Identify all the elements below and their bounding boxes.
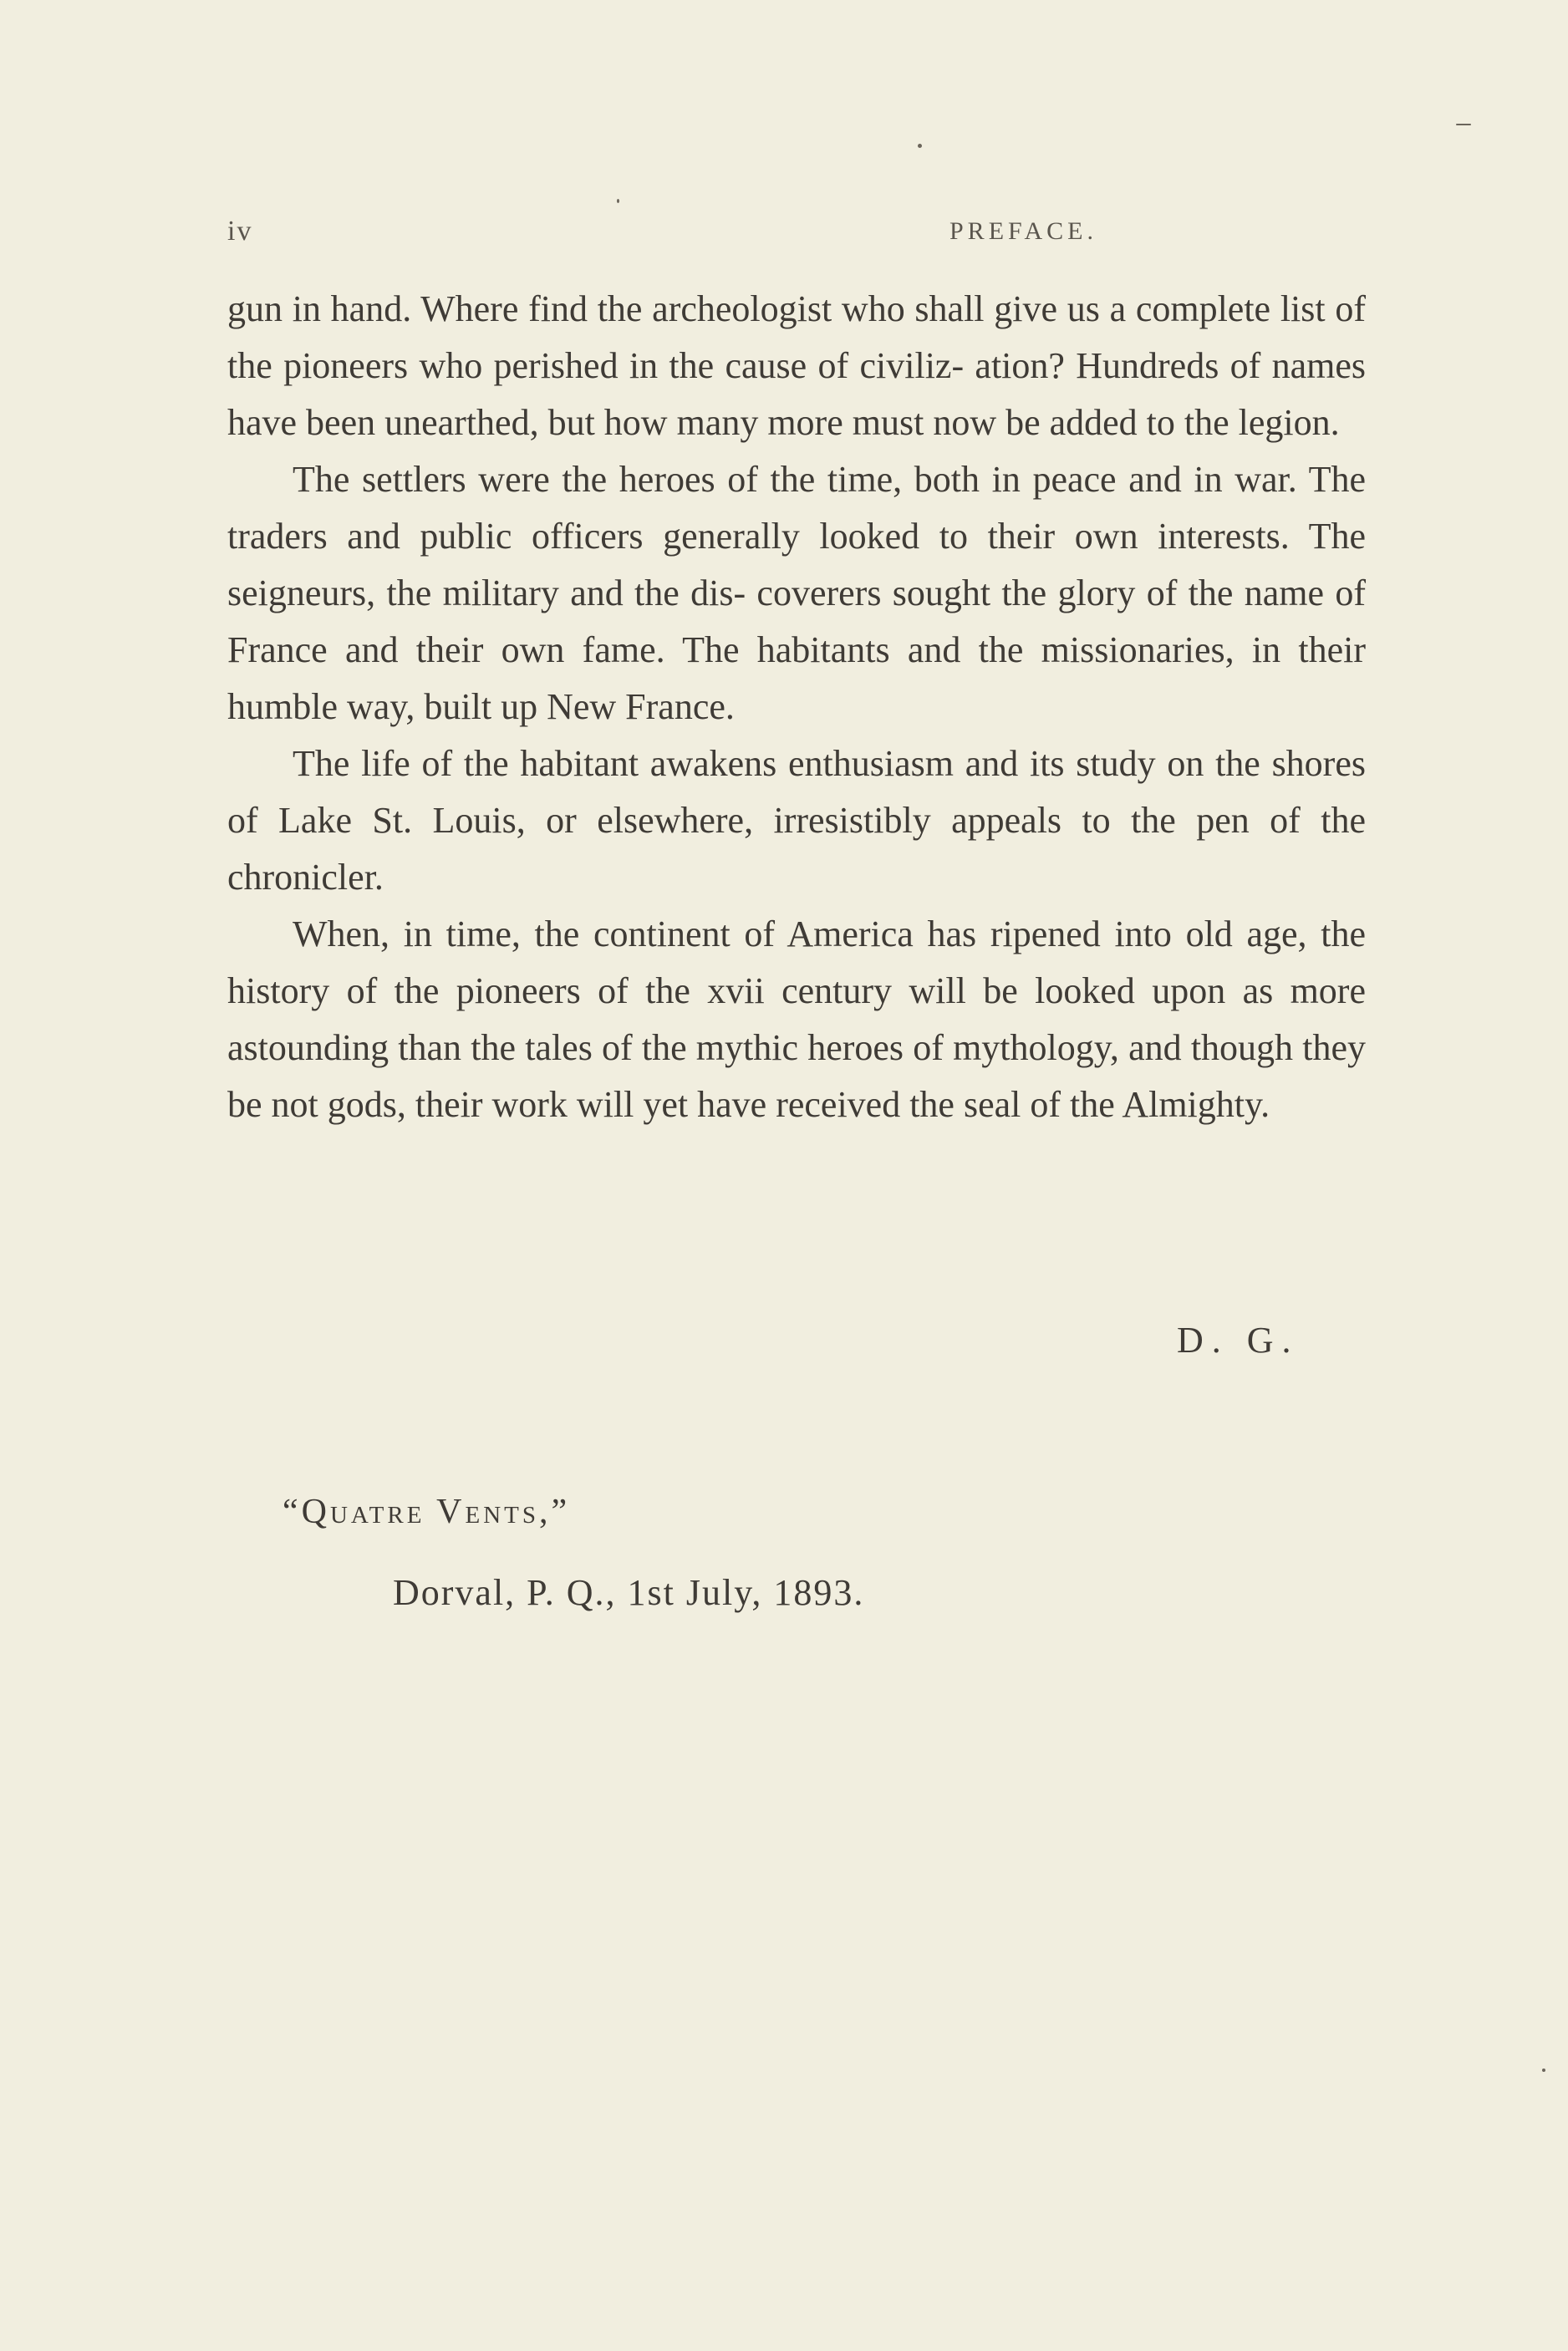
place-name: “Quatre Vents,” [283, 1493, 571, 1531]
running-title: PREFACE. [949, 217, 1097, 245]
author-initials: D. G. [1177, 1320, 1300, 1361]
paper-speck [1456, 124, 1471, 125]
running-head [227, 216, 1364, 249]
paper-speck [1542, 2069, 1545, 2072]
paragraph-4: When, in time, the continent of America has ripened into old age, the history of the pioneers of the xvii century will be looked upon as more astounding than the tales of the mythic heroes of mythology, and though they be not gods, their work will yet have received the seal of the Almighty. [227, 913, 1366, 1125]
paragraph-3: The life of the habitant awakens enthusiasm and its study on the shores of Lake St. Louis, or elsewhere, irresistibly appeals to the pen of the chronicler. [227, 743, 1366, 898]
preface-body [227, 281, 1366, 1133]
paper-speck [617, 199, 619, 203]
place-and-date: Dorval, P. Q., 1st July, 1893. [393, 1572, 865, 1613]
paragraph-1: gun in hand. Where find the archeologist who shall give us a complete list of the pioneers who perished in the cause of civiliz- ation? Hundreds of names have been unearthed, but how many more must now be added to the legion. [227, 288, 1366, 443]
paragraph-2: The settlers were the heroes of the time, both in peace and in war. The traders and public officers generally looked to their own interests. The seigneurs, the military and the dis- coverers sought the glory of the name of France and their own fame. The habitants and the missionaries, in their humble way, built up New France. [227, 459, 1366, 727]
paper-speck [918, 144, 922, 148]
page-number: iv [227, 216, 253, 247]
